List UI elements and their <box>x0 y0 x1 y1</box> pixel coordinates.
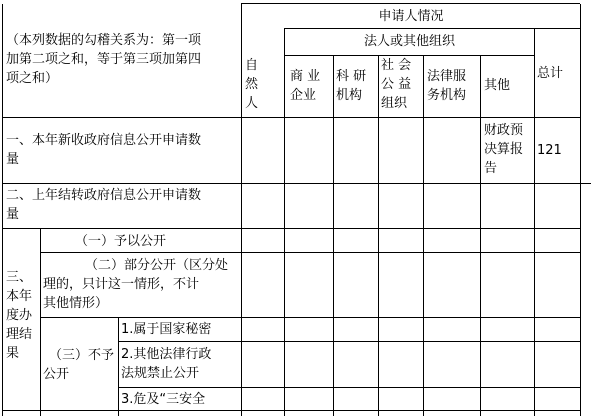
grid-line <box>2 410 580 411</box>
row-carried-over-label: 二、上年结转政府信息公开申请数 量 <box>6 188 202 222</box>
grid-line <box>40 317 580 318</box>
col-header-business: 商 业 企业 <box>290 69 321 103</box>
col-header-natural: 自 然 人 <box>245 58 259 111</box>
col-header-social: 社 会 公 益 组织 <box>381 58 412 111</box>
grid-line <box>284 28 580 29</box>
grid-line <box>2 183 580 184</box>
grid-line <box>118 318 119 416</box>
grid-line <box>118 341 580 342</box>
col-header-law: 法律服 务机构 <box>427 69 467 103</box>
col-header-other: 其他 <box>484 78 511 93</box>
grid-line <box>241 3 580 4</box>
grid-line <box>2 228 580 229</box>
row-new-requests-total: 121 <box>537 143 562 158</box>
grid-line <box>241 4 242 416</box>
grid-line <box>580 183 591 184</box>
grid-line <box>580 4 581 416</box>
grid-line <box>40 252 580 253</box>
row-disclosed-label: （一）予以公开 <box>75 234 167 249</box>
corner-note: （本列数据的勾稽关系为：第一项 加第二项之和，等于第三项加第四 项之和） <box>6 33 202 86</box>
col-header-total: 总计 <box>537 66 564 81</box>
grid-line <box>534 28 535 416</box>
grid-line <box>118 387 580 388</box>
row-results-label: 三、 本年 度办 理结 果 <box>6 270 33 361</box>
row-state-secret-label: 1.属于国家秘密 <box>121 322 212 337</box>
applicant-header: 申请人情况 <box>378 9 444 24</box>
row-prohibited-label: 2.其他法律行政 法规禁止公开 <box>121 347 212 381</box>
row-new-requests-label: 一、本年新收政府信息公开申请数 量 <box>6 133 202 167</box>
grid-line <box>284 28 285 416</box>
row-not-disclosed-label: （三）不予 公开 <box>43 348 115 382</box>
row-partial-label: （二）部分公开（区分处 理的，只计这一情形，不计 其他情形） <box>43 258 229 311</box>
legal-header: 法人或其他组织 <box>363 34 455 49</box>
grid-line <box>2 117 580 118</box>
grid-line <box>2 4 3 416</box>
grid-line <box>378 56 379 416</box>
grid-line <box>480 56 481 416</box>
row-new-requests-other: 财政预 决算报 告 <box>484 123 524 176</box>
grid-line <box>423 56 424 416</box>
grid-line <box>333 56 334 416</box>
row-three-security-label: 3.危及“三安全 <box>121 392 206 407</box>
col-header-research: 科 研 机构 <box>336 69 367 103</box>
grid-line <box>40 229 41 416</box>
